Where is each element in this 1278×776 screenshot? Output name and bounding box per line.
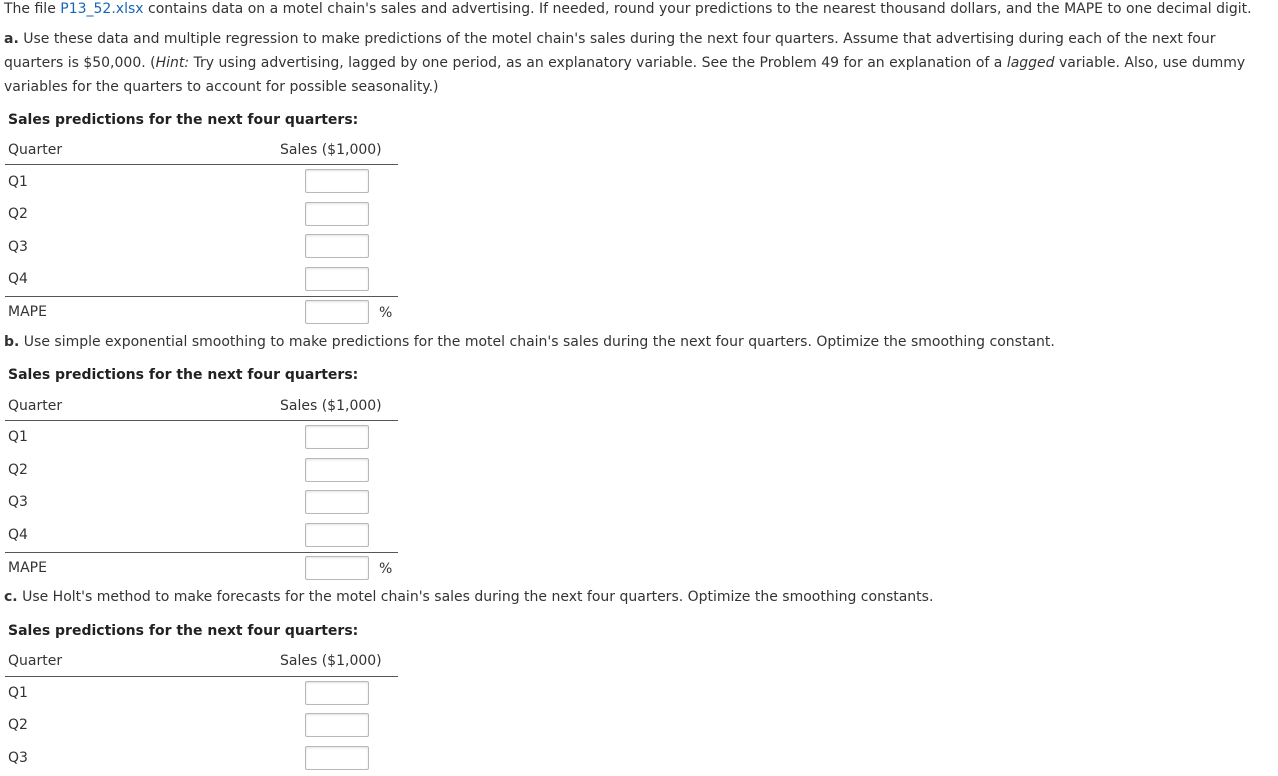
part-c-letter: c. xyxy=(4,589,18,605)
part-a-text-2: Try using advertising, lagged by one period, as an explanatory variable. See the Problem 49 for an explanation of a xyxy=(189,55,1007,71)
part-b-q2-input[interactable] xyxy=(305,458,369,482)
part-a-heading: Sales predictions for the next four quarters: xyxy=(8,112,359,128)
part-a-text-3: variable. Also, use dummy variables for the quarters to account for possible seasonality.) xyxy=(4,55,1246,95)
part-a-q1-input[interactable] xyxy=(305,169,369,193)
part-b-mape-input[interactable] xyxy=(305,556,369,580)
part-c-q1-input[interactable] xyxy=(305,681,369,705)
part-c-text: Use Holt's method to make forecasts for the motel chain's sales during the next four quarters. Optimize the smoothing constants. xyxy=(17,589,934,605)
part-b-heading: Sales predictions for the next four quarters: xyxy=(8,367,359,383)
part-c-row-label-q1: Q1 xyxy=(8,685,28,701)
part-a-q2-input[interactable] xyxy=(305,202,369,226)
part-b-text: Use simple exponential smoothing to make predictions for the motel chain's sales during the next four quarters. Optimize the smoothing constant. xyxy=(19,334,1055,350)
part-c-heading: Sales predictions for the next four quarters: xyxy=(8,623,359,639)
part-a-letter: a. xyxy=(4,31,19,47)
part-c-row-label-q2: Q2 xyxy=(8,717,28,733)
part-b-percent-sign: % xyxy=(379,561,393,577)
part-a-mape-input[interactable] xyxy=(305,300,369,324)
part-b-q4-input[interactable] xyxy=(305,523,369,547)
part-a-q3-input[interactable] xyxy=(305,234,369,258)
part-b-col-sales: Sales ($1,000) xyxy=(280,398,382,414)
part-a-prompt xyxy=(4,27,1270,99)
part-b-row-label-q2: Q2 xyxy=(8,462,28,478)
part-c-prompt xyxy=(4,588,933,606)
part-b-col-quarter: Quarter xyxy=(8,398,63,414)
part-a-row-label-q1: Q1 xyxy=(8,174,28,190)
part-c-q2-input[interactable] xyxy=(305,713,369,737)
lagged-word: lagged xyxy=(1006,55,1055,71)
part-a-row-label-q2: Q2 xyxy=(8,206,28,222)
part-a-row-label-q3: Q3 xyxy=(8,239,28,255)
part-b-row-label-q4: Q4 xyxy=(8,527,28,543)
part-b-header-rule xyxy=(5,420,398,421)
part-b-q1-input[interactable] xyxy=(305,425,369,449)
part-a-mape-label: MAPE xyxy=(8,304,47,320)
part-b-row-label-q1: Q1 xyxy=(8,429,28,445)
file-link[interactable]: P13_52.xlsx xyxy=(60,1,144,17)
part-b-footer-rule xyxy=(5,552,398,553)
part-a-percent-sign: % xyxy=(379,305,393,321)
part-a-q4-input[interactable] xyxy=(305,267,369,291)
part-b-prompt xyxy=(4,333,1055,351)
part-a-text-1: Use these data and multiple regression to make predictions of the motel chain's sales during the next four quarters. Assume that advertising during each of the next four quarters is $50,000. ( xyxy=(4,31,1216,71)
part-b-q3-input[interactable] xyxy=(305,490,369,514)
part-a-row-label-q4: Q4 xyxy=(8,271,28,287)
intro-prefix: The file xyxy=(4,1,61,17)
hint-label: Hint: xyxy=(155,55,190,71)
part-a-footer-rule xyxy=(5,296,398,297)
part-b-letter: b. xyxy=(4,334,20,350)
part-b-mape-label: MAPE xyxy=(8,560,47,576)
part-a-header-rule xyxy=(5,164,398,165)
part-a-col-quarter: Quarter xyxy=(8,142,63,158)
part-c-col-sales: Sales ($1,000) xyxy=(280,653,382,669)
part-b-row-label-q3: Q3 xyxy=(8,494,28,510)
part-a-col-sales: Sales ($1,000) xyxy=(280,142,382,158)
intro-suffix: contains data on a motel chain's sales and advertising. If needed, round your predictions to the nearest thousand dollars, and the MAPE to one decimal digit. xyxy=(143,1,1252,17)
part-c-row-label-q3: Q3 xyxy=(8,750,28,766)
part-c-col-quarter: Quarter xyxy=(8,653,63,669)
part-c-header-rule xyxy=(5,676,398,677)
intro-text xyxy=(4,0,1252,18)
part-c-q3-input[interactable] xyxy=(305,746,369,770)
